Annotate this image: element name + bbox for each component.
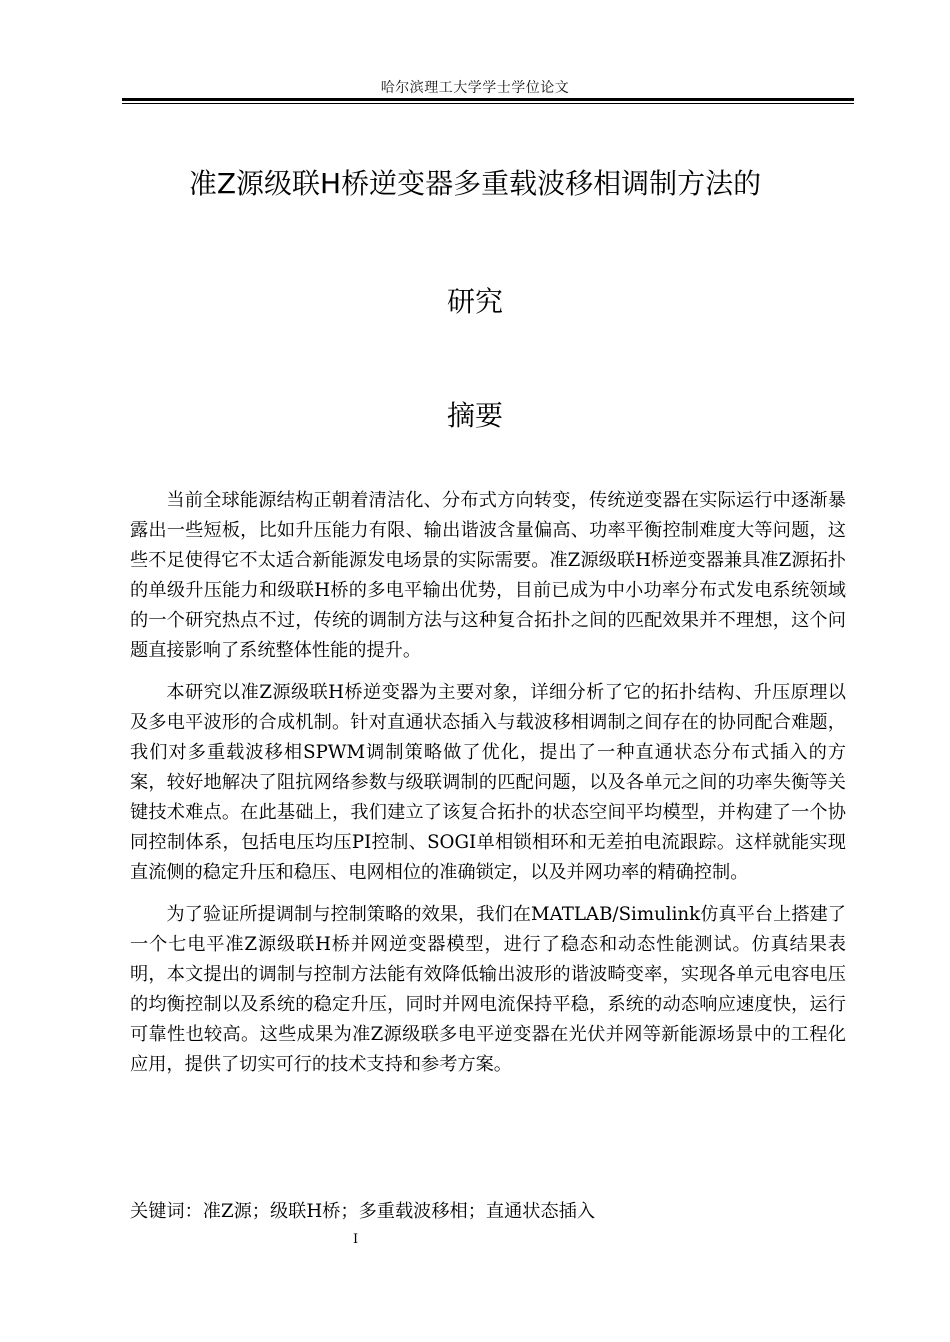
abstract-body	[130, 486, 846, 1092]
keywords-line	[130, 1197, 846, 1227]
page-number: I	[353, 1232, 359, 1247]
keywords-text: 准Z源；级联H桥；多重载波移相；直通状态插入	[202, 1201, 596, 1222]
abstract-heading: 摘要	[446, 399, 503, 432]
abstract-paragraph-2: 本研究以准Z源级联H桥逆变器为主要对象，详细分析了它的拓扑结构、升压原理以及多电平波形的合成机制。针对直通状态插入与载波移相调制之间存在的协同配合难题，我们对多重载波移相SPWM调制策略做了优化，提出了一种直通状态分布式插入的方案，较好地解决了阻抗网络参数与级联调制的匹配问题，以及各单元之间的功率失衡等关键技术难点。在此基础上，我们建立了该复合拓扑的状态空间平均模型，并构建了一个协同控制体系，包括电压均压PI控制、SOGI单相锁相环和无差拍电流跟踪。这样就能实现直流侧的稳定升压和稳压、电网相位的准确锁定，以及并网功率的精确控制。	[130, 682, 846, 883]
abstract-paragraph-1: 当前全球能源结构正朝着清洁化、分布式方向转变，传统逆变器在实际运行中逐渐暴露出一些短板，比如升压能力有限、输出谐波含量偏高、功率平衡控制难度大等问题，这些不足使得它不太适合新能源发电场景的实际需要。准Z源级联H桥逆变器兼具准Z源拓扑的单级升压能力和级联H桥的多电平输出优势，目前已成为中小功率分布式发电系统领域的一个研究热点不过，传统的调制方法与这种复合拓扑之间的匹配效果并不理想，这个问题直接影响了系统整体性能的提升。	[130, 490, 846, 661]
running-header: 哈尔滨理工大学学士学位论文	[380, 80, 570, 96]
keywords-label: 关键词：	[130, 1201, 203, 1222]
thesis-title-line-2: 研究	[446, 285, 503, 318]
abstract-paragraph-3: 为了验证所提调制与控制策略的效果，我们在MATLAB/Simulink仿真平台上搭建了一个七电平准Z源级联H桥并网逆变器模型，进行了稳态和动态性能测试。仿真结果表明，本文提出的调制与控制方法能有效降低输出波形的谐波畸变率，实现各单元电容电压的均衡控制以及系统的稳定升压，同时并网电流保持平稳，系统的动态响应速度快，运行可靠性也较高。这些成果为准Z源级联多电平逆变器在光伏并网等新能源场景中的工程化应用，提供了切实可行的技术支持和参考方案。	[130, 904, 846, 1075]
header-rule-thick	[122, 98, 854, 101]
header-rule-thin	[122, 103, 854, 104]
thesis-title-line-1: 准Z源级联H桥逆变器多重载波移相调制方法的	[188, 167, 762, 200]
